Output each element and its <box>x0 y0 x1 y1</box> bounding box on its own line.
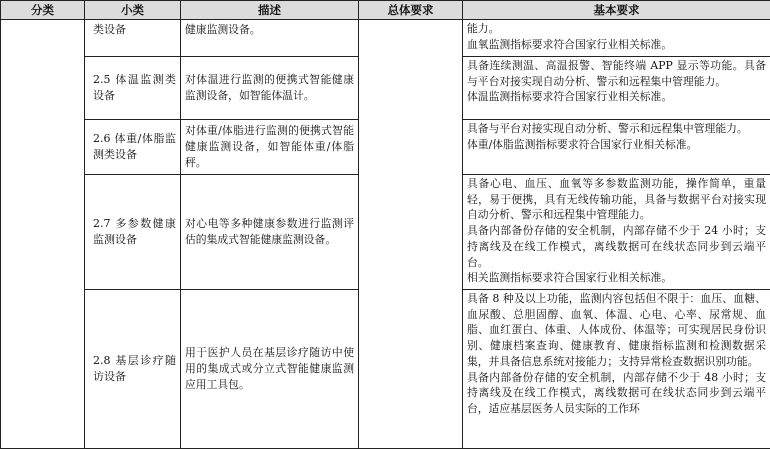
description-cell: 健康监测设备。 <box>181 20 359 57</box>
requirement-paragraph: 具备 8 种及以上功能，监测内容包括但不限于：血压、血糖、血尿酸、总胆固醇、血氧、体温、心电、心率、尿常规、血脂、血红蛋白、体重、人体成份、体温等；可实现居民身份识别、健康档案查询、健康教育、健康指标监测和检测数据采集，并具备信息系统对接能力；支持异常检查数据识别功能。 <box>467 292 766 368</box>
header-description: 描述 <box>181 1 359 20</box>
requirement-paragraph: 体温监测指标要求符合国家行业相关标准。 <box>467 90 673 104</box>
category-cell <box>1 20 85 449</box>
requirement-paragraph: 具备与平台对接实现自动分析、警示和远程集中管理能力。 <box>467 122 748 135</box>
header-basic: 基本要求 <box>463 1 770 20</box>
table-row <box>1 20 770 57</box>
subcategory-cell: 2.7 多参数健康监测设备 <box>85 175 181 290</box>
header-overall: 总体要求 <box>359 1 463 20</box>
requirement-paragraph: 具备连续测温、高温报警、智能终端 APP 显示等功能。具备与平台对接实现自动分析、警示和远程集中管理能力。 <box>467 59 766 88</box>
requirement-cell <box>463 20 770 57</box>
requirement-cell <box>463 57 770 120</box>
subcategory-cell: 2.6 体重/体脂监测类设备 <box>85 120 181 175</box>
requirement-paragraph: 具备内部备份存储的安全机制，内部存储不少于 48 小时；支持离线及在线工作模式，离线数据可在线状态同步到云端平台，适应基层医务人员实际的工作环 <box>467 370 766 415</box>
requirement-cell <box>463 290 770 449</box>
requirement-cell <box>463 175 770 290</box>
description-cell: 用于医护人员在基层诊疗随访中使用的集成式或分立式智能健康监测应用工具包。 <box>181 290 359 449</box>
overall-cell <box>359 20 463 449</box>
requirement-paragraph: 具备内部备份存储的安全机制，内部存储不少于 24 小时；支持离线及在线工作模式，离线数据可在线状态同步到云端平台。 <box>467 224 766 269</box>
subcategory-cell: 2.8 基层诊疗随访设备 <box>85 290 181 449</box>
requirement-paragraph: 体重/体脂监测指标要求符合国家行业相关标准。 <box>467 137 698 151</box>
subcategory-cell: 2.5 体温监测类设备 <box>85 57 181 120</box>
requirement-paragraph: 具备心电、血压、血氧等多参数监测功能，操作简单，重量轻，易于便携，具有无线传输功能，具备与数据平台对接实现自动分析、警示和远程集中管理能力。 <box>467 177 766 222</box>
header-subcategory: 小类 <box>85 1 181 20</box>
requirement-paragraph: 能力。 <box>467 22 500 35</box>
subcategory-cell: 类设备 <box>85 20 181 57</box>
description-cell: 对体重/体脂进行监测的便携式智能健康监测设备，如智能体重/体脂秤。 <box>181 120 359 175</box>
requirement-cell <box>463 120 770 175</box>
requirement-paragraph: 相关监测指标要求符合国家行业相关标准。 <box>467 271 673 285</box>
description-cell: 对体温进行监测的便携式智能健康监测设备，如智能体温计。 <box>181 57 359 120</box>
header-row <box>1 1 770 20</box>
description-cell: 对心电等多种健康参数进行监测评估的集成式智能健康监测设备。 <box>181 175 359 290</box>
requirement-paragraph: 血氧监测指标要求符合国家行业相关标准。 <box>467 37 673 51</box>
header-category: 分类 <box>1 1 85 20</box>
